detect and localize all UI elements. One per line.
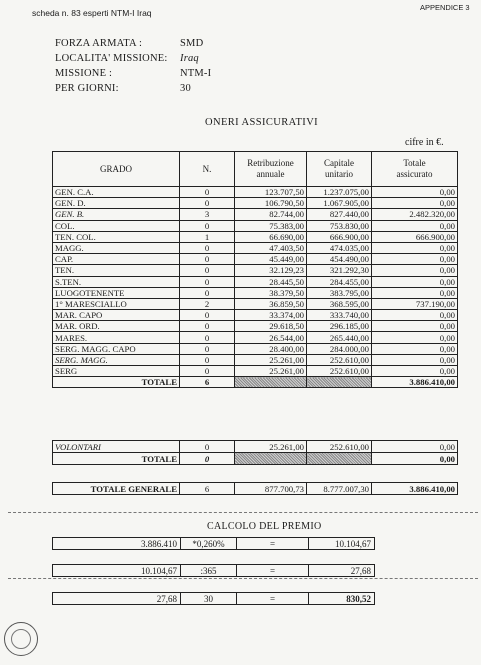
rank-totale: 0,00 xyxy=(372,220,458,231)
calc-result: 10.104,67 xyxy=(309,538,375,550)
table-row xyxy=(53,310,458,321)
rank-count: 0 xyxy=(180,220,235,231)
rank-totale: 0,00 xyxy=(372,310,458,321)
hatched-cell xyxy=(307,453,372,465)
calcolo-title: CALCOLO DEL PREMIO xyxy=(207,521,322,532)
rank-name: MAGG. xyxy=(53,242,180,253)
table-row xyxy=(53,321,458,332)
table-row xyxy=(53,354,458,365)
calc-row xyxy=(52,564,375,577)
calc-equals: = xyxy=(237,593,309,605)
table-row xyxy=(53,187,458,198)
rank-name: COL. xyxy=(53,220,180,231)
rank-capitale: 296.185,00 xyxy=(307,321,372,332)
volontari-cap: 252.610,00 xyxy=(307,441,372,453)
table-row xyxy=(53,231,458,242)
rank-count: 0 xyxy=(180,321,235,332)
volontari-ret: 25.261,00 xyxy=(235,441,307,453)
calc-operator: :365 xyxy=(181,565,237,577)
info-key: MISSIONE : xyxy=(55,68,113,79)
calc-row xyxy=(52,537,375,550)
calc-operand: 27,68 xyxy=(53,593,181,605)
rank-totale: 0,00 xyxy=(372,254,458,265)
volontari-n: 0 xyxy=(180,441,235,453)
rank-retribuzione: 28.400,00 xyxy=(235,343,307,354)
rank-capitale: 827.440,00 xyxy=(307,209,372,220)
rank-totale: 0,00 xyxy=(372,265,458,276)
volontari-tot: 0,00 xyxy=(372,441,458,453)
rank-totale: 737.190,00 xyxy=(372,298,458,309)
table-row xyxy=(53,332,458,343)
col-header-text: Capitale xyxy=(324,158,354,168)
col-header-text: unitario xyxy=(325,169,353,179)
rank-totale: 0,00 xyxy=(372,354,458,365)
table-row xyxy=(53,366,458,377)
rank-totale: 0,00 xyxy=(372,366,458,377)
info-key: FORZA ARMATA : xyxy=(55,38,143,49)
rank-count: 0 xyxy=(180,310,235,321)
totale-label: TOTALE xyxy=(53,377,180,388)
hatched-cell xyxy=(235,453,307,465)
calc-equals: = xyxy=(237,538,309,550)
table-row xyxy=(53,265,458,276)
col-header-text: annuale xyxy=(256,169,285,179)
hatched-cell xyxy=(307,377,372,388)
rank-capitale: 383.795,00 xyxy=(307,287,372,298)
totale-generale-n: 6 xyxy=(180,483,235,495)
info-value: Iraq xyxy=(180,53,199,64)
rank-capitale: 454.490,00 xyxy=(307,254,372,265)
rank-count: 0 xyxy=(180,354,235,365)
rank-retribuzione: 75.383,00 xyxy=(235,220,307,231)
volontari-totale-row xyxy=(53,453,458,465)
calc-operator: 30 xyxy=(181,593,237,605)
rank-capitale: 474.035,00 xyxy=(307,242,372,253)
table-row xyxy=(53,343,458,354)
rank-capitale: 252.610,00 xyxy=(307,366,372,377)
rank-retribuzione: 38.379,50 xyxy=(235,287,307,298)
rank-totale: 0,00 xyxy=(372,276,458,287)
insurance-table xyxy=(52,151,458,388)
units-note: cifre in €. xyxy=(405,137,444,148)
rank-capitale: 333.740,00 xyxy=(307,310,372,321)
calc-operand: 10.104,67 xyxy=(53,565,181,577)
rank-name: MAR. CAPO xyxy=(53,310,180,321)
table-row xyxy=(53,298,458,309)
totale-generale-label: TOTALE GENERALE xyxy=(53,483,180,495)
document-header-left: scheda n. 83 esperti NTM-I Iraq xyxy=(32,8,152,18)
rank-name: S.TEN. xyxy=(53,276,180,287)
totale-generale-table xyxy=(52,482,458,495)
col-header-text: assicurato xyxy=(396,169,433,179)
rank-count: 3 xyxy=(180,209,235,220)
info-key: PER GIORNI: xyxy=(55,83,119,94)
col-header-retribuzione xyxy=(235,152,307,187)
col-header-totale xyxy=(372,152,458,187)
rank-retribuzione: 29.618,50 xyxy=(235,321,307,332)
table-row xyxy=(53,220,458,231)
section-title: ONERI ASSICURATIVI xyxy=(205,117,319,128)
calc-result: 27,68 xyxy=(309,565,375,577)
rank-retribuzione: 28.445,50 xyxy=(235,276,307,287)
rank-retribuzione: 25.261,00 xyxy=(235,366,307,377)
table-row xyxy=(53,254,458,265)
rank-name: SERG. MAGG. xyxy=(53,354,180,365)
rank-retribuzione: 66.690,00 xyxy=(235,231,307,242)
rank-retribuzione: 106.790,50 xyxy=(235,198,307,209)
rank-name: MARES. xyxy=(53,332,180,343)
hatched-cell xyxy=(235,377,307,388)
rank-capitale: 1.237.075,00 xyxy=(307,187,372,198)
totale-generale-row xyxy=(53,483,458,495)
volontari-grado: VOLONTARI xyxy=(53,441,180,453)
col-header-text: Totale xyxy=(403,158,426,168)
rank-totale: 2.482.320,00 xyxy=(372,209,458,220)
divider xyxy=(8,578,478,579)
rank-retribuzione: 123.707,50 xyxy=(235,187,307,198)
rank-retribuzione: 33.374,00 xyxy=(235,310,307,321)
calc-operand: 3.886.410 xyxy=(53,538,181,550)
rank-name: MAR. ORD. xyxy=(53,321,180,332)
col-header-grado: GRADO xyxy=(53,152,180,187)
rank-count: 1 xyxy=(180,231,235,242)
rank-totale: 0,00 xyxy=(372,198,458,209)
volontari-totale-label: TOTALE xyxy=(53,453,180,465)
rank-capitale: 252.610,00 xyxy=(307,354,372,365)
info-key: LOCALITA' MISSIONE: xyxy=(55,53,168,64)
rank-totale: 0,00 xyxy=(372,332,458,343)
rank-name: GEN. C.A. xyxy=(53,187,180,198)
totale-generale-value: 3.886.410,00 xyxy=(372,483,458,495)
rank-count: 0 xyxy=(180,198,235,209)
rank-capitale: 666.900,00 xyxy=(307,231,372,242)
rank-name: TEN. xyxy=(53,265,180,276)
rank-capitale: 284.455,00 xyxy=(307,276,372,287)
rank-count: 0 xyxy=(180,287,235,298)
rank-capitale: 753.830,00 xyxy=(307,220,372,231)
rank-name: 1° MARESCIALLO xyxy=(53,298,180,309)
rank-count: 0 xyxy=(180,332,235,343)
rank-name: SERG. MAGG. CAPO xyxy=(53,343,180,354)
volontari-totale-n: 0 xyxy=(180,453,235,465)
rank-capitale: 321.292,30 xyxy=(307,265,372,276)
rank-name: LUOGOTENENTE xyxy=(53,287,180,298)
calc-equals: = xyxy=(237,565,309,577)
table-row xyxy=(53,198,458,209)
appendix-label: APPENDICE 3 xyxy=(420,3,470,12)
col-header-text: Retribuzione xyxy=(247,158,294,168)
totale-n: 6 xyxy=(180,377,235,388)
rank-totale: 0,00 xyxy=(372,242,458,253)
rank-count: 0 xyxy=(180,276,235,287)
rank-count: 0 xyxy=(180,265,235,276)
divider xyxy=(8,512,478,513)
rank-count: 0 xyxy=(180,343,235,354)
calc-result: 830,52 xyxy=(309,593,375,605)
rank-name: SERG xyxy=(53,366,180,377)
table-row xyxy=(53,209,458,220)
rank-count: 0 xyxy=(180,187,235,198)
rank-name: CAP. xyxy=(53,254,180,265)
rank-capitale: 265.440,00 xyxy=(307,332,372,343)
table-row xyxy=(53,242,458,253)
volontari-row xyxy=(53,441,458,453)
rank-name: TEN. COL. xyxy=(53,231,180,242)
rank-totale: 0,00 xyxy=(372,287,458,298)
rank-totale: 666.900,00 xyxy=(372,231,458,242)
rank-capitale: 368.595,00 xyxy=(307,298,372,309)
rank-count: 0 xyxy=(180,242,235,253)
totale-row xyxy=(53,377,458,388)
rank-name: GEN. B. xyxy=(53,209,180,220)
info-value: 30 xyxy=(180,83,191,94)
calc-operator: *0,260% xyxy=(181,538,237,550)
rank-totale: 0,00 xyxy=(372,321,458,332)
rank-totale: 0,00 xyxy=(372,343,458,354)
rank-retribuzione: 45.449,00 xyxy=(235,254,307,265)
rank-retribuzione: 36.859,50 xyxy=(235,298,307,309)
rank-retribuzione: 82.744,00 xyxy=(235,209,307,220)
totale-value: 3.886.410,00 xyxy=(372,377,458,388)
info-value: SMD xyxy=(180,38,204,49)
calc-row xyxy=(52,592,375,605)
rank-count: 2 xyxy=(180,298,235,309)
rank-capitale: 1.067.905,00 xyxy=(307,198,372,209)
table-header-row xyxy=(53,152,458,187)
rank-capitale: 284.000,00 xyxy=(307,343,372,354)
rank-retribuzione: 25.261,00 xyxy=(235,354,307,365)
stamp-seal-inner-icon xyxy=(11,629,31,649)
table-row xyxy=(53,276,458,287)
totale-generale-ret: 877.700,73 xyxy=(235,483,307,495)
volontari-totale-value: 0,00 xyxy=(372,453,458,465)
rank-totale: 0,00 xyxy=(372,187,458,198)
rank-count: 0 xyxy=(180,254,235,265)
volontari-table xyxy=(52,440,458,465)
col-header-capitale xyxy=(307,152,372,187)
rank-retribuzione: 32.129,23 xyxy=(235,265,307,276)
info-value: NTM-I xyxy=(180,68,212,79)
table-row xyxy=(53,287,458,298)
totale-generale-cap: 8.777.007,30 xyxy=(307,483,372,495)
rank-count: 0 xyxy=(180,366,235,377)
col-header-n: N. xyxy=(180,152,235,187)
rank-retribuzione: 26.544,00 xyxy=(235,332,307,343)
rank-retribuzione: 47.403,50 xyxy=(235,242,307,253)
rank-name: GEN. D. xyxy=(53,198,180,209)
